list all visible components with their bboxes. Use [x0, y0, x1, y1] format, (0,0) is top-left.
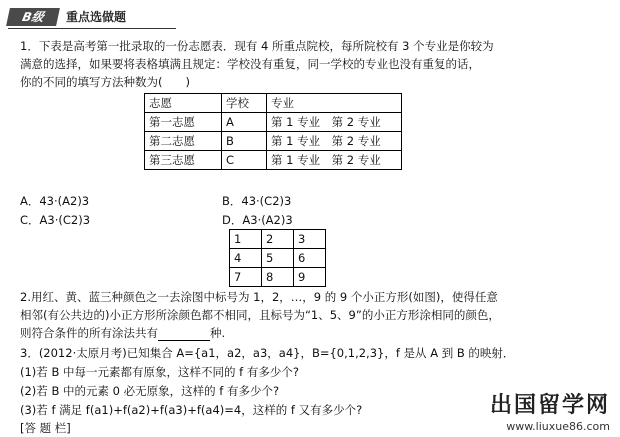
q3-part1: (1)若 B 中每一元素都有原象，这样不同的 f 有多少个? [20, 365, 299, 379]
table-header: 专业 [267, 94, 402, 113]
option-a: A．43·(A2)3 [20, 194, 90, 208]
table-cell: C [222, 151, 267, 170]
answer-area-label: [答 题 栏] [20, 421, 71, 435]
grid-cell: 8 [262, 268, 294, 287]
q3-text-line1: 3．(2012·太原月考)已知集合 A={a1，a2，a3，a4}，B={0,1,2,3}，f 是从 A 到 B 的映射． [20, 346, 515, 360]
table-row [145, 132, 402, 151]
grid-cell: 1 [230, 230, 262, 249]
watermark-url: www.liuxue86.com [506, 420, 610, 433]
q2-text-before-blank: 则符合条件的所有涂法共有 [20, 326, 158, 340]
q3-part3: (3)若 f 满足 f(a1)+f(a2)+f(a3)+f(a4)=4，这样的 f 又有多少个? [20, 403, 363, 417]
number-grid [229, 229, 326, 287]
table-cell: 第三志愿 [145, 151, 222, 170]
table-row [145, 151, 402, 170]
q2-text-line2: 相邻(有公共边的)小正方形所涂颜色都不相同，且标号为“1、5、9”的小正方形涂相同的颜色， [20, 308, 500, 322]
level-badge: B级 [6, 8, 60, 26]
watermark-logo: 出国留学网 [489, 392, 610, 418]
grid-row [230, 268, 326, 287]
q2-text-line1: 2.用红、黄、蓝三种颜色之一去涂图中标号为 1，2，…，9 的 9 个小正方形(如图)，使得任意 [20, 290, 498, 304]
header-divider [8, 28, 176, 29]
option-b: B．43·(C2)3 [222, 194, 292, 208]
q1-text-line3: 你的不同的填写方法种数为( ) [20, 75, 190, 89]
section-title: 重点选做题 [66, 10, 127, 24]
table-cell: 第 1 专业 第 2 专业 [267, 113, 402, 132]
q1-text-line1: 1．下表是高考第一批录取的一份志愿表．现有 4 所重点院校，每所院校有 3 个专业是你较为 [20, 39, 494, 53]
table-cell: 第一志愿 [145, 113, 222, 132]
grid-cell: 5 [262, 249, 294, 268]
grid-cell: 3 [294, 230, 326, 249]
table-header: 志愿 [145, 94, 222, 113]
preference-table [144, 93, 402, 170]
grid-row [230, 230, 326, 249]
q2-text-after-blank: 种. [210, 326, 226, 340]
table-cell: 第二志愿 [145, 132, 222, 151]
table-cell: B [222, 132, 267, 151]
table-row [145, 113, 402, 132]
grid-row [230, 249, 326, 268]
answer-blank [158, 328, 210, 341]
option-c: C．A3·(C2)3 [20, 213, 91, 227]
grid-cell: 9 [294, 268, 326, 287]
q3-part2: (2)若 B 中的元素 0 必无原象，这样的 f 有多少个? [20, 384, 280, 398]
table-cell: 第 1 专业 第 2 专业 [267, 132, 402, 151]
grid-cell: 2 [262, 230, 294, 249]
table-header-row [145, 94, 402, 113]
table-cell: A [222, 113, 267, 132]
section-header [8, 8, 138, 26]
q1-text-line2: 满意的选择，如果要将表格填满且规定：学校没有重复，同一学校的专业也没有重复的话， [20, 57, 480, 71]
option-d: D．A3·(A2)3 [222, 213, 293, 227]
table-cell: 第 1 专业 第 2 专业 [267, 151, 402, 170]
grid-cell: 6 [294, 249, 326, 268]
grid-cell: 4 [230, 249, 262, 268]
q2-text-line3 [20, 325, 225, 341]
grid-cell: 7 [230, 268, 262, 287]
table-header: 学校 [222, 94, 267, 113]
